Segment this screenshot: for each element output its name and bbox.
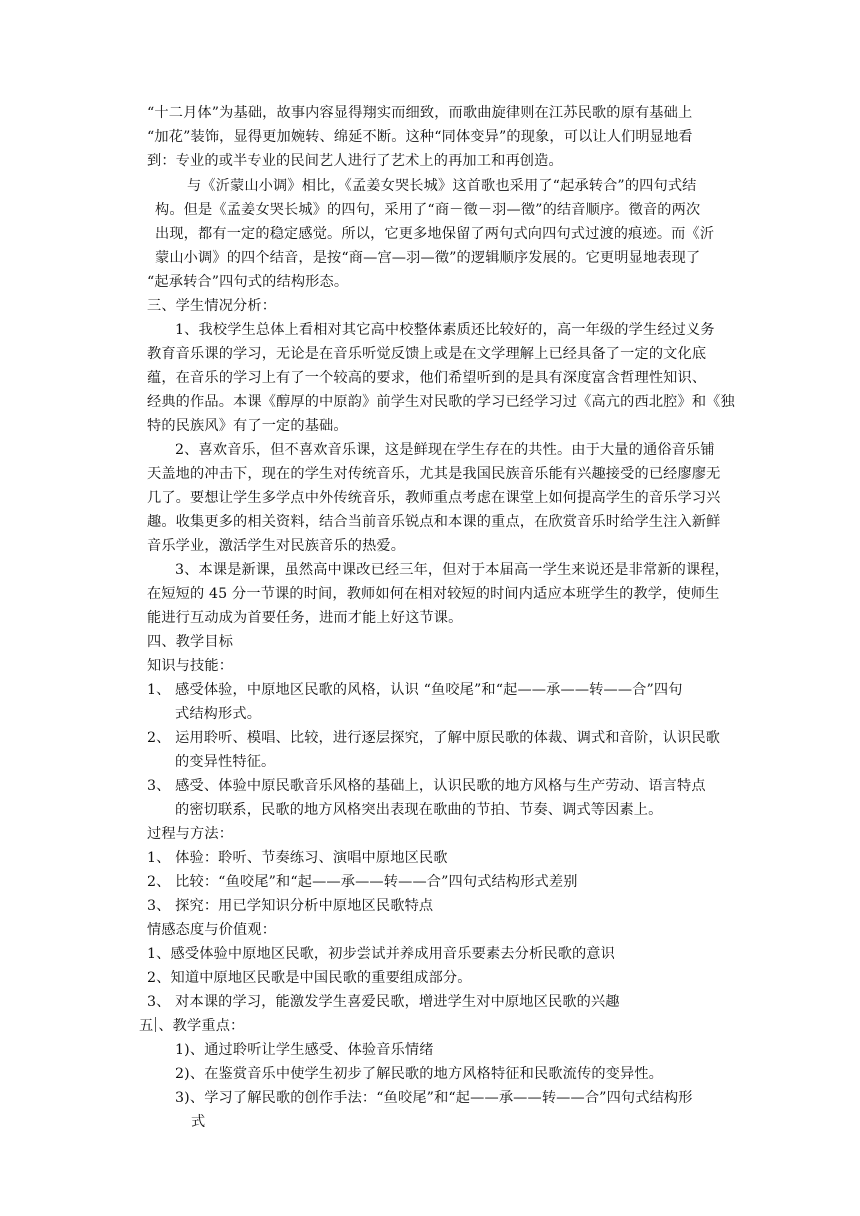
text-cursor	[155, 1017, 156, 1032]
text-line: 出现，都有一定的稳定感觉。所以，它更多地保留了两句式向四句式过渡的痕迹。而《沂	[155, 226, 715, 242]
subsection-heading: 情感态度与价值观：	[147, 922, 277, 938]
text-line: 能进行互动成为首要任务，进而才能上好这节课。	[147, 610, 463, 626]
text-line: 蒙山小调》的四个结音，是按“商—宫—羽—徵”的逻辑顺序发展的。它更明显地表现了	[155, 250, 701, 266]
section-title: 、教学重点：	[158, 1018, 245, 1034]
list-item-continuation: 式	[191, 1114, 206, 1130]
section-number: 五	[139, 1018, 154, 1034]
text-line: 教育音乐课的学习，无论是在音乐听觉反馈上或是在文学理解上已经具备了一定的文化底	[147, 346, 707, 362]
list-item: 2、 比较：“鱼咬尾”和“起——承——转——合”四句式结构形式差别	[147, 874, 578, 890]
text-line: 与《沂蒙山小调》相比，《孟姜女哭长城》这首歌也采用了“起承转合”的四句式结	[187, 178, 697, 194]
section-heading	[139, 1016, 244, 1036]
text-line: 2、喜欢音乐，但不喜欢音乐课，这是鲜现在学生存在的共性。由于大量的通俗音乐铺	[175, 442, 715, 458]
list-item: 3)、学习了解民歌的创作手法：“鱼咬尾”和“起——承——转——合”四句式结构形	[175, 1090, 693, 1106]
list-item: 1、 体验：聆听、节奏练习、演唱中原地区民歌	[147, 850, 448, 866]
text-line: 构。但是《孟姜女哭长城》的四句，采用了“商－徵－羽—徵”的结音顺序。徵音的两次	[155, 202, 701, 218]
list-item: 3、 感受、体验中原民歌音乐风格的基础上，认识民歌的地方风格与生产劳动、语言特点	[147, 778, 706, 794]
list-item: 1)、通过聆听让学生感受、体验音乐情绪	[175, 1042, 434, 1058]
list-item-continuation: 的变异性特征。	[175, 754, 276, 770]
list-item: 2、 运用聆听、模唱、比较，进行逐层探究，了解中原民歌的体裁、调式和音阶，认识民歌	[147, 730, 721, 746]
text-line: 趣。收集更多的相关资料，结合当前音乐锐点和本课的重点，在欣赏音乐时给学生注入新鲜	[147, 514, 721, 530]
text-line: 几了。要想让学生多学点中外传统音乐，教师重点考虑在课堂上如何提高学生的音乐学习兴	[147, 490, 721, 506]
list-item: 2)、在鉴赏音乐中使学生初步了解民歌的地方风格特征和民歌流传的变异性。	[175, 1066, 664, 1082]
text-line: “加花”装饰，显得更加婉转、绵延不断。这种“同体变异”的现象，可以让人们明显地看	[147, 129, 693, 145]
text-line: 经典的作品。本课《醇厚的中原韵》前学生对民歌的学习已经学习过《高亢的西北腔》和《独	[147, 394, 735, 410]
section-heading: 四、教学目标	[147, 634, 234, 650]
section-heading: 三、学生情况分析：	[147, 298, 277, 314]
text-line: 到：专业的或半专业的民间艺人进行了艺术上的再加工和再创造。	[147, 153, 563, 169]
subsection-heading: 知识与技能：	[147, 658, 234, 674]
list-item: 1、感受体验中原地区民歌，初步尝试并养成用音乐要素去分析民歌的意识	[147, 946, 615, 962]
list-item-continuation: 式结构形式。	[175, 706, 262, 722]
text-line: “起承转合”四句式的结构形态。	[147, 274, 349, 290]
text-line: 在短短的 45 分一节课的时间，教师如何在相对较短的时间内适应本班学生的教学，使师生	[147, 586, 720, 602]
list-item: 3、 对本课的学习，能激发学生喜爱民歌，增进学生对中原地区民歌的兴趣	[147, 994, 620, 1010]
text-line: 特的民族风》有了一定的基础。	[147, 418, 348, 434]
text-line: “十二月体”为基础，故事内容显得翔实而细致，而歌曲旋律则在江苏民歌的原有基础上	[147, 105, 693, 121]
text-line: 蕴，在音乐的学习上有了一个较高的要求，他们希望听到的是具有深度富含哲理性知识、	[147, 370, 707, 386]
list-item: 2、知道中原地区民歌是中国民歌的重要组成部分。	[147, 970, 472, 986]
text-line: 3、本课是新课，虽然高中课改已经三年，但对于本届高一学生来说还是非常新的课程，	[175, 562, 730, 578]
subsection-heading: 过程与方法：	[147, 826, 234, 842]
text-line: 天盖地的冲击下，现在的学生对传统音乐，尤其是我国民族音乐能有兴趣接受的已经廖廖无	[147, 466, 721, 482]
list-item-continuation: 的密切联系，民歌的地方风格突出表现在歌曲的节拍、节奏、调式等因素上。	[175, 802, 663, 818]
list-item: 3、 探究：用已学知识分析中原地区民歌特点	[147, 898, 434, 914]
list-item: 1、 感受体验，中原地区民歌的风格，认识 “鱼咬尾”和“起——承——转——合”四句	[147, 682, 683, 698]
text-line: 音乐学业，激活学生对民族音乐的热爱。	[147, 538, 406, 554]
text-line: 1、我校学生总体上看相对其它高中校整体素质还比较好的，高一年级的学生经过义务	[175, 322, 715, 338]
